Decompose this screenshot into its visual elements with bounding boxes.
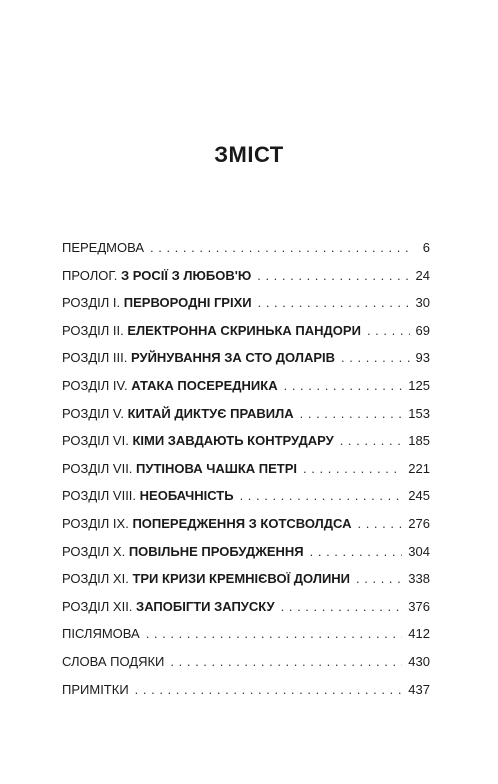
- entry-page-number: 6: [422, 240, 430, 255]
- toc-entry[interactable]: [62, 565, 430, 593]
- dot-leader: [310, 538, 403, 566]
- entry-prefix: РОЗДІЛ ІІІ.: [62, 350, 128, 366]
- entry-prefix: РОЗДІЛ XII.: [62, 598, 133, 614]
- entry-prefix: РОЗДІЛ ІІ.: [62, 322, 124, 338]
- toc-entry[interactable]: [62, 372, 430, 400]
- entry-title: ПОВІЛЬНЕ ПРОБУДЖЕННЯ: [128, 543, 304, 559]
- entry-title: АТАКА ПОСЕРЕДНИКА: [131, 377, 278, 393]
- entry-title: ПЕРВОРОДНІ ГРІХИ: [123, 295, 252, 311]
- entry-prefix: РОЗДІЛ VII.: [62, 460, 133, 476]
- entry-title: ЕЛЕКТРОННА СКРИНЬКА ПАНДОРИ: [127, 322, 361, 338]
- entry-page-number: 338: [408, 571, 430, 587]
- dot-leader: [300, 400, 403, 428]
- dot-leader: [303, 455, 402, 483]
- entry-page-number: 30: [415, 295, 430, 311]
- entry-title: ПОПЕРЕДЖЕННЯ З КОТСВОЛДСА: [132, 515, 352, 531]
- toc-entry[interactable]: [62, 593, 430, 621]
- entry-prefix: РОЗДІЛ IX.: [62, 515, 129, 531]
- toc-entry[interactable]: [62, 676, 430, 704]
- entry-prefix: ПРИМІТКИ: [62, 681, 129, 697]
- entry-title: ЗАПОБІГТИ ЗАПУСКУ: [136, 598, 275, 614]
- entry-page-number: 376: [408, 598, 430, 614]
- toc-entry[interactable]: [62, 289, 430, 317]
- entry-page-number: 221: [408, 460, 430, 476]
- toc-entry[interactable]: [62, 455, 430, 483]
- toc-entry[interactable]: [62, 427, 430, 455]
- entry-page-number: 125: [408, 377, 430, 393]
- dot-leader: [150, 234, 410, 262]
- entry-page-number: 69: [415, 322, 430, 338]
- toc-entry[interactable]: [62, 262, 430, 290]
- entry-title: ТРИ КРИЗИ КРЕМНІЄВОЇ ДОЛИНИ: [132, 571, 351, 587]
- toc-entry[interactable]: [62, 482, 430, 510]
- dot-leader: [357, 510, 402, 538]
- entry-title: ПУТІНОВА ЧАШКА ПЕТРІ: [136, 460, 298, 476]
- toc-entry[interactable]: [62, 510, 430, 538]
- toc-entry[interactable]: [62, 344, 430, 372]
- entry-title: КІМИ ЗАВДАЮТЬ КОНТРУДАРУ: [132, 433, 334, 449]
- entry-page-number: 437: [408, 681, 430, 697]
- toc-entry[interactable]: [62, 648, 430, 676]
- entry-prefix: ПЕРЕДМОВА: [62, 240, 145, 255]
- entry-page-number: 24: [415, 267, 430, 283]
- entry-prefix: РОЗДІЛ VI.: [62, 433, 129, 449]
- dot-leader: [341, 344, 410, 372]
- entry-prefix: РОЗДІЛ X.: [62, 543, 126, 559]
- dot-leader: [170, 648, 402, 676]
- dot-leader: [281, 593, 403, 621]
- dot-leader: [146, 620, 403, 648]
- dot-leader: [356, 565, 402, 593]
- entry-page-number: 304: [408, 543, 430, 559]
- entry-prefix: РОЗДІЛ І.: [62, 295, 121, 311]
- dot-leader: [367, 317, 410, 345]
- entry-prefix: РОЗДІЛ V.: [62, 405, 124, 421]
- entry-page-number: 430: [408, 653, 430, 669]
- entry-page-number: 153: [408, 405, 430, 421]
- entry-page-number: 412: [408, 626, 430, 642]
- toc-entry[interactable]: [62, 538, 430, 566]
- dot-leader: [340, 427, 403, 455]
- dot-leader: [284, 372, 403, 400]
- dot-leader: [257, 262, 409, 290]
- toc-entry[interactable]: [62, 400, 430, 428]
- toc-entry[interactable]: [62, 317, 430, 345]
- entry-prefix: РОЗДІЛ XI.: [62, 571, 129, 587]
- entry-prefix: СЛОВА ПОДЯКИ: [62, 653, 165, 669]
- dot-leader: [258, 289, 410, 317]
- entry-title: РУЙНУВАННЯ ЗА СТО ДОЛАРІВ: [130, 350, 336, 366]
- entry-prefix: РОЗДІЛ VIII.: [62, 488, 137, 504]
- entry-title: З РОСІЇ З ЛЮБОВ'Ю: [121, 267, 252, 283]
- toc-entry[interactable]: [62, 234, 430, 262]
- entry-page-number: 276: [408, 515, 430, 531]
- dot-leader: [240, 482, 403, 510]
- entry-title: НЕОБАЧНІСТЬ: [139, 488, 234, 504]
- entry-prefix: ПІСЛЯМОВА: [62, 626, 140, 642]
- entry-page-number: 185: [408, 433, 430, 449]
- dot-leader: [135, 676, 403, 704]
- entry-title: КИТАЙ ДИКТУЄ ПРАВИЛА: [127, 405, 294, 421]
- toc-title: ЗМІСТ: [214, 142, 284, 167]
- entry-prefix: ПРОЛОГ.: [62, 267, 118, 283]
- entry-prefix: РОЗДІЛ IV.: [62, 377, 128, 393]
- entry-page-number: 245: [408, 488, 430, 504]
- toc-entry[interactable]: [62, 620, 430, 648]
- toc-list: [62, 234, 430, 703]
- entry-page-number: 93: [415, 350, 430, 366]
